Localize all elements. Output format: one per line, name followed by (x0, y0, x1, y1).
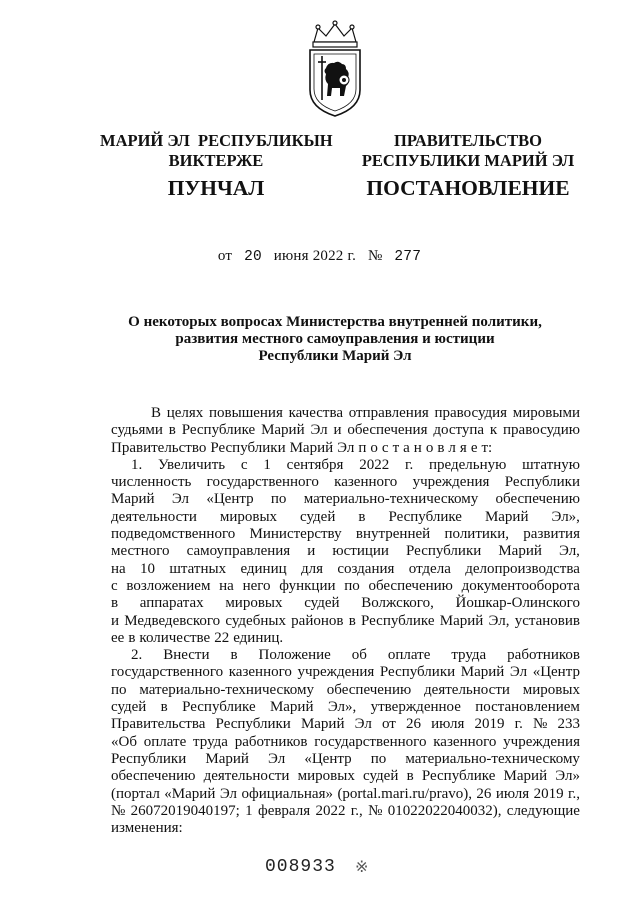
body-word: труда (451, 647, 487, 664)
body-word: по (111, 681, 127, 698)
body-word: 2022 (315, 802, 346, 819)
body-word: В (151, 405, 162, 421)
body-word: г., (568, 785, 580, 802)
body-word: судей (111, 699, 147, 716)
body-word: правосудия (434, 405, 508, 421)
body-word: п (358, 439, 367, 456)
body-word: государственного (314, 733, 427, 750)
body-word: деятельности (424, 681, 510, 698)
body-word: постановлением (475, 699, 580, 716)
body-word: отправления (348, 405, 429, 421)
body-word: об (351, 647, 367, 664)
body-word: на (219, 577, 234, 594)
body-word: Министерству (249, 526, 342, 543)
body-word: мировыми (512, 405, 580, 421)
body-word: № (533, 716, 548, 733)
body-word: 26072019040197; (130, 802, 240, 819)
body-line (111, 457, 580, 474)
body-word: государственного (111, 664, 224, 681)
body-word: 2. (131, 647, 143, 664)
body-word: Марий (205, 750, 249, 767)
body-line (111, 751, 580, 768)
body-word: численность (111, 474, 192, 491)
body-word: с (240, 456, 248, 473)
body-word: функции (279, 577, 336, 594)
body-word: Марий (503, 768, 548, 785)
title-line: О некоторых вопросах Министерства внутренней политики, (128, 314, 542, 330)
body-word: 2019 (533, 785, 564, 802)
body-word: т (392, 439, 400, 456)
body-line (111, 786, 580, 803)
body-word: казенного (228, 664, 292, 681)
body-word: я (459, 439, 467, 456)
body-word: делопроизводства (465, 560, 580, 577)
body-line (111, 630, 580, 647)
body-word: штатную (522, 456, 580, 473)
body-word: политики, (444, 526, 509, 543)
body-word: к (489, 422, 498, 439)
body-word: Республики (379, 664, 456, 681)
body-word: Эл (171, 491, 190, 508)
body-word: Эл (310, 422, 328, 439)
body-word: судьями (111, 422, 163, 439)
body-word: Республики (406, 543, 482, 560)
body-word: повышения (209, 405, 283, 421)
body-word: мировых (297, 768, 355, 785)
document-kind-russian: ПОСТАНОВЛЕНИЕ (366, 176, 570, 200)
body-word: июля (431, 716, 465, 733)
body-word: Эл», (551, 508, 580, 525)
body-line (111, 526, 580, 543)
body-word: мировых (522, 681, 580, 698)
body-word: качества (288, 405, 344, 421)
body-word: а (403, 439, 410, 456)
title-line: Республики Марий Эл (258, 348, 412, 364)
body-word: в (168, 422, 176, 439)
body-word: работников (234, 733, 308, 750)
body-word: государственного (206, 474, 319, 491)
body-word: в (358, 508, 366, 525)
document-kind-mari: ПУНЧАЛ (167, 176, 265, 200)
body-word: Эл (509, 664, 528, 681)
body-line (111, 440, 580, 457)
body-word: обеспечению (111, 768, 196, 785)
body-word: 01022022040032), (387, 802, 502, 819)
body-word: 22 (214, 629, 230, 646)
body-word: 26 (405, 716, 421, 733)
body-word: судей (304, 595, 340, 612)
body-word: Внести (163, 647, 210, 664)
body-word: в (348, 612, 356, 629)
body-word: штатных (169, 560, 227, 577)
body-word: него (242, 577, 271, 594)
body-word: оплате (143, 733, 187, 750)
body-word: для (300, 560, 324, 577)
body-word: (portal.mari.ru/pravo), (337, 785, 472, 802)
body-word: Республики (111, 750, 187, 767)
body-word: подведомственного (111, 526, 236, 543)
body-word: обеспечению (326, 681, 412, 698)
body-word: с (381, 439, 389, 456)
body-line (111, 595, 580, 612)
body-word: единиц. (233, 629, 284, 646)
body-word: юстиции (332, 543, 389, 560)
body-word: Марий (289, 439, 334, 456)
body-word: казенного (433, 733, 497, 750)
body-word: Эл, (488, 612, 510, 629)
body-word: «Марий (164, 785, 216, 802)
body-line (111, 664, 580, 681)
body-word: учреждения (503, 733, 580, 750)
body-word: н (413, 439, 422, 456)
body-word: по (370, 750, 387, 767)
body-word: в (111, 595, 119, 612)
body-word: учреждения (412, 474, 490, 491)
body-word: Марий (439, 612, 484, 629)
body-line (111, 543, 580, 560)
body-word: судей (300, 508, 336, 525)
body-line (111, 647, 580, 664)
body-word: Правительства (111, 716, 206, 733)
body-word: официальная» (241, 785, 333, 802)
body-word: мировых (225, 595, 283, 612)
body-line (111, 699, 580, 716)
body-word: местного (111, 543, 170, 560)
body-word: создания (337, 560, 395, 577)
body-word: 233 (557, 716, 580, 733)
body-word: обеспечению (495, 491, 580, 508)
body-word: о (370, 439, 378, 456)
body-word: февраля (257, 802, 311, 819)
body-word: самоуправления (186, 543, 291, 560)
body-word: Марий (261, 422, 305, 439)
body-word: 1. (131, 456, 143, 473)
coat-of-arms (298, 20, 372, 118)
body-word: Марий (484, 508, 529, 525)
body-word: № (368, 802, 383, 819)
body-word: деятельности (111, 508, 197, 525)
body-word: июля (495, 785, 530, 802)
body-word: Увеличить (158, 456, 226, 473)
body-word: (портал (111, 785, 160, 802)
body-word: единиц (240, 560, 287, 577)
body-word: количестве (139, 629, 211, 646)
number-sign: № (367, 248, 383, 264)
body-line (111, 716, 580, 733)
body-line (111, 734, 580, 751)
body-word: по (344, 577, 360, 594)
body-word: аппаратах (139, 595, 204, 612)
body-word: г., (350, 802, 363, 819)
body-word: от (381, 716, 396, 733)
body-word: Республике (388, 508, 462, 525)
date-prefix: от (217, 248, 233, 264)
body-word: возложением (126, 577, 211, 594)
body-word: обеспечения (347, 422, 428, 439)
date-line (0, 248, 639, 265)
body-word: материально-техническому (139, 681, 314, 698)
body-word: е (470, 439, 478, 456)
body-word: Эл, (558, 543, 580, 560)
body-word: оплате (387, 647, 431, 664)
body-word: Эл» (555, 768, 580, 785)
body-line (111, 682, 580, 699)
body-word: изменения: (111, 820, 183, 837)
body-word: в (230, 647, 238, 664)
body-word: мировых (219, 508, 278, 525)
document-number: 277 (394, 249, 422, 265)
body-word: Эл», (327, 699, 357, 716)
body-word: Марий (460, 664, 505, 681)
serial-stamp: 008933 (265, 857, 336, 877)
body-word: и (111, 612, 120, 629)
body-word: «Центр (304, 750, 352, 767)
body-word: Марий (269, 699, 314, 716)
body-word: «Центр (532, 664, 580, 681)
body-word: документооборота (461, 577, 580, 594)
body-word: судебных (225, 612, 286, 629)
body-word: и (307, 543, 316, 560)
body-line (111, 491, 580, 508)
body-word: т: (481, 439, 493, 456)
body-word: № (111, 802, 126, 819)
body-word: Волжского, (361, 595, 434, 612)
body-line (111, 509, 580, 526)
header-left-line2: ВИКТЕРЖЕ (168, 151, 264, 170)
header-left-line1: МАРИЙ ЭЛ РЕСПУБЛИКЫН (100, 131, 333, 150)
body-word: Марий (111, 491, 155, 508)
body-word: установив (514, 612, 580, 629)
body-word: в (406, 768, 414, 785)
body-word: Эл (354, 716, 372, 733)
body-word: районов (291, 612, 344, 629)
body-word: деятельности (203, 768, 290, 785)
date-month-year: июня 2022 г. (273, 248, 357, 264)
body-line (111, 422, 580, 439)
body-word: работников (507, 647, 580, 664)
body-word: г. (405, 456, 414, 473)
body-word: г. (514, 716, 523, 733)
body-line (111, 474, 580, 491)
body-word: Правительство (111, 439, 207, 456)
body-word: Марий (300, 716, 345, 733)
body-line (111, 578, 580, 595)
body-word: внутренней (355, 526, 431, 543)
body-line (111, 768, 580, 785)
body-word: сентября (286, 456, 344, 473)
body-word: отдела (408, 560, 451, 577)
body-word: материально-техническому (303, 491, 479, 508)
body-word: «Об (111, 733, 137, 750)
body-word: судей (363, 768, 399, 785)
stamp-mark-icon: ※ (355, 859, 369, 876)
body-word: труда (193, 733, 228, 750)
title-line: развития местного самоуправления и юстиции (175, 331, 495, 347)
body-word: Республике (421, 768, 496, 785)
body-word: Медведевского (124, 612, 221, 629)
body-word: «Центр (206, 491, 254, 508)
header-right-line2: РЕСПУБЛИКИ МАРИЙ ЭЛ (361, 151, 575, 170)
body-word: предельную (429, 456, 507, 473)
header-right (352, 131, 584, 171)
body-word: 1 (263, 456, 271, 473)
body-word: казенного (334, 474, 398, 491)
body-word: Эл (219, 785, 238, 802)
document-title (110, 314, 560, 365)
body-word: 1 (245, 802, 253, 819)
body-word: Положение (258, 647, 331, 664)
body-word: Республики (504, 474, 580, 491)
body-line (111, 803, 580, 820)
body-word: по (270, 491, 287, 508)
document-body (111, 405, 580, 837)
body-word: Республике (181, 422, 256, 439)
body-word: Марий (498, 543, 542, 560)
body-word: л (448, 439, 456, 456)
body-word: обеспечению (368, 577, 453, 594)
body-word: 10 (140, 560, 156, 577)
body-word: и (333, 422, 342, 439)
body-word: следующие (506, 802, 580, 819)
body-word: Йошкар-Олинского (455, 595, 580, 612)
body-line (111, 561, 580, 578)
body-word: о (425, 439, 434, 456)
body-word: в (128, 629, 136, 646)
body-word: ее (111, 629, 125, 646)
header-right-line1: ПРАВИТЕЛЬСТВО (394, 131, 542, 150)
body-word: Эл (268, 750, 286, 767)
body-line (111, 820, 580, 837)
body-word: Республике (361, 612, 435, 629)
body-word: Республики (210, 439, 286, 456)
body-line (111, 613, 580, 630)
body-word: правосудию (503, 422, 580, 439)
body-line (111, 405, 580, 422)
body-word: на (111, 560, 126, 577)
body-word: Республике (182, 699, 256, 716)
body-word: целях (166, 405, 204, 421)
header-left (100, 131, 332, 171)
body-word: 2022 (359, 456, 390, 473)
body-word: Эл (337, 439, 355, 456)
body-word: в (160, 699, 168, 716)
body-word: учреждения (297, 664, 375, 681)
body-word: утвержденное (370, 699, 461, 716)
body-word: доступа (433, 422, 485, 439)
body-word: 26 (476, 785, 492, 802)
body-word: материально-техническому (405, 750, 580, 767)
body-word: развития (523, 526, 580, 543)
body-word: 2019 (474, 716, 505, 733)
date-day: 20 (244, 249, 262, 265)
body-word: Республики (215, 716, 291, 733)
body-word: в (437, 439, 445, 456)
body-word: с (111, 577, 118, 594)
